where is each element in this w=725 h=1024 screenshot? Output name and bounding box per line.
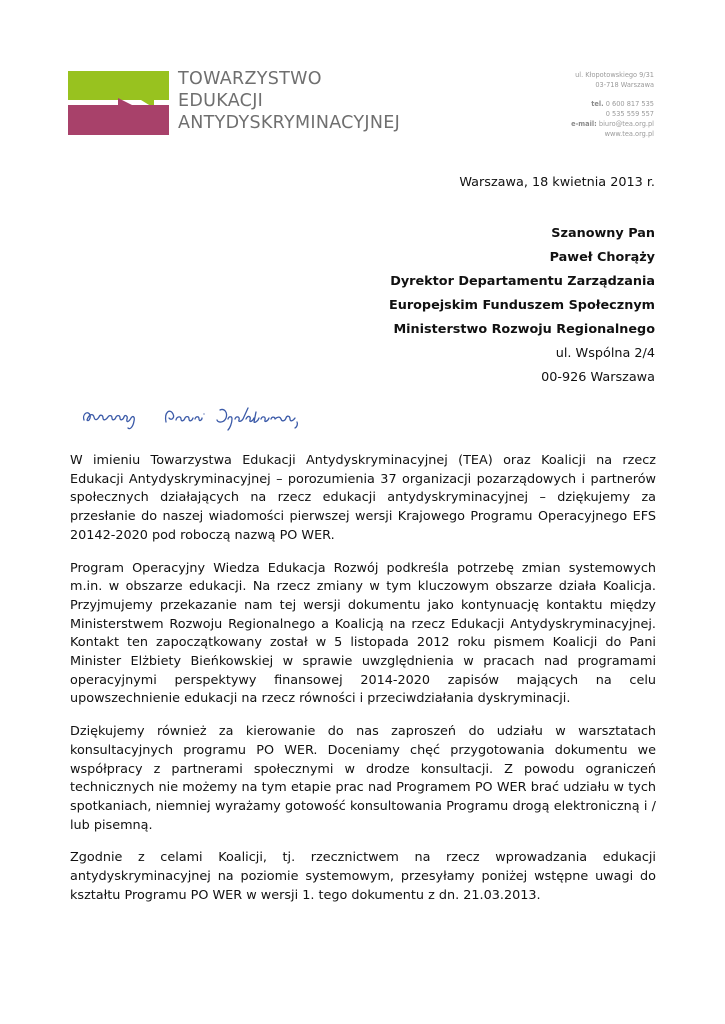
phone-line-1 — [571, 99, 654, 109]
addressee-name: Paweł Chorąży — [549, 250, 655, 265]
paragraph-1: W imieniu Towarzystwa Edukacji Antydyskryminacyjnej (TEA) oraz Koalicji na rzecz Edukacji Antydyskryminacyjnej – porozumienia 37 organizacji pozarządowych i partnerów społecznych działających na rzecz edukacji antydyskryminacyjnej – dziękujemy za przesłanie do naszej wiadomości pierwszej wersji Krajowego Programu Operacyjnego EFS 20142-2020 pod roboczą nazwą PO WER. — [70, 453, 656, 543]
addressee-street: ul. Wspólna 2/4 — [555, 346, 655, 361]
addressee-ministry: Ministerstwo Rozwoju Regionalnego — [393, 322, 655, 337]
logo-line-1: TOWARZYSTWO — [178, 69, 322, 89]
contact-block — [571, 70, 654, 139]
logo-line-2: EDUKACJI — [178, 91, 264, 111]
email-link[interactable]: biuro@tea.org.pl — [598, 120, 654, 128]
address-line-1: ul. Kłopotowskiego 9/31 — [575, 71, 654, 79]
addressee-title-2: Europejskim Funduszem Społecznym — [388, 298, 655, 313]
paragraph-2: Program Operacyjny Wiedza Edukacja Rozwój podkreśla potrzebę zmian systemowych m.in. w obszarze edukacji. Na rzecz zmiany w tym kluczowym obszarze działa Koalicja. Przyjmujemy przekazanie nam tej wersji dokumentu jako kontynuację kontaktu między Ministerstwem Rozwoju Regionalnego a Koalicją na rzecz Edukacji Antydyskryminacyjnej. Kontakt ten zapoczątkowany został w 5 listopada 2012 roku pismem Koalicji do Pani Minister Elżbiety Bieńkowskiej w sprawie uwzględnienia w pracach nad programami operacyjnymi perspektywy finansowej 2014-2020 zapisów mających na celu upowszechnienie edukacji na rzecz równości i przeciwdziałania dyskryminacji. — [70, 560, 656, 707]
addressee-block — [389, 222, 655, 390]
addressee-salutation: Szanowny Pan — [551, 226, 655, 241]
paragraph-3: Dziękujemy również za kierowanie do nas zaproszeń do udziału w warsztatach konsultacyjnych programu PO WER. Doceniamy chęć przygotowania dokumentu we współpracy z partnerami społecznymi w drodze konsultacji. Z powodu ograniczeń technicznych nie możemy na tym etapie prac nad Programem PO WER brać udziału w tych spotkaniach, niemniej wyrażamy gotowość konsultowania Programu drogą elektroniczną i / lub pisemną. — [70, 724, 656, 833]
paragraph-4: Zgodnie z celami Koalicji, tj. rzecznictwem na rzecz wprowadzania edukacji antydyskryminacyjnej na poziomie systemowym, przesyłamy poniżej wstępne uwagi do kształtu Programu PO WER w wersji 1. tego dokumentu z dn. 21.03.2013. — [70, 850, 656, 903]
tel-label: tel. — [591, 100, 604, 108]
letter-body — [70, 452, 656, 919]
organization-logo — [66, 68, 401, 138]
logo-line-3: ANTYDYSKRYMINACYJNEJ — [178, 113, 401, 133]
letter-date: Warszawa, 18 kwietnia 2013 r. — [459, 175, 655, 190]
addressee-city: 00-926 Warszawa — [541, 370, 655, 385]
website-link[interactable]: www.tea.org.pl — [604, 130, 654, 138]
logo-wordmark — [178, 68, 400, 134]
logo-mark-icon — [66, 68, 170, 136]
email-label: e-mail: — [571, 120, 597, 128]
phone-2: 0 535 559 557 — [605, 110, 654, 118]
addressee-title-1: Dyrektor Departamentu Zarządzania — [390, 274, 655, 289]
phone-1: 0 600 817 535 — [605, 100, 654, 108]
address-line-2: 03-718 Warszawa — [595, 81, 654, 89]
handwritten-salutation — [78, 400, 308, 434]
email-line — [571, 119, 654, 129]
